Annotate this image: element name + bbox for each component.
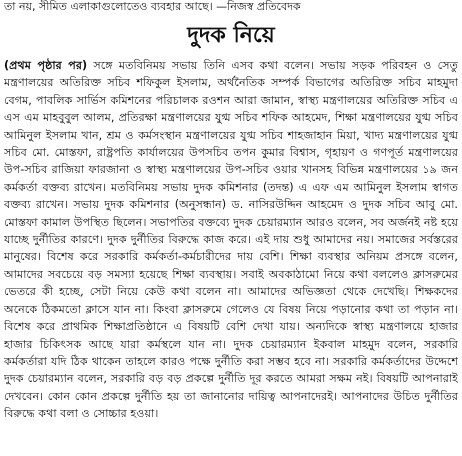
article-paragraph (4, 57, 458, 423)
article-headline: দুদক নিয়ে (187, 22, 275, 48)
article-body (4, 57, 458, 453)
previous-article-ending: তা নয়, সীমিত এলাকাগুলোতেও ব্যবহার আছে। —নিজস্ব প্রতিবেদক (4, 0, 301, 13)
continued-marker: (প্রথম পৃষ্ঠার পর) (4, 59, 88, 72)
paragraph-text: সঙ্গে মতবিনিময় সভায় তিনি এসব কথা বলেন। সভায় সড়ক পরিবহন ও সেতু মন্ত্রণালয়ের অতিরিক্ত সচিব শফিকুল ইসলাম, অর্থনৈতিক সম্পর্ক বিভাগের অতিরিক্ত সচিব মাহমুদা বেগম, পাবলিক সার্ভিস কমিশনের পরিচালক রওশন আরা জামান, স্বাস্থ্য মন্ত্রণালয়ের অতিরিক্ত সচিব এ এস এম মাহবুবুল আলম, প্রতিরক্ষা মন্ত্রণালয়ের যুগ্ম সচিব শফিক আহমেদ, শিক্ষা মন্ত্রণালয়ের যুগ্ম সচিব আমিনুল ইসলাম খান, শ্রম ও কর্মসংস্থান মন্ত্রণালয়ের যুগ্ম সচিব শাহজাহান মিয়া, খাদ্য মন্ত্রণালয়ের যুগ্ম সচিব মো. মোস্তফা, রাষ্ট্রপতি কার্যালয়ের উপসচিব তপন কুমার বিশ্বাস, গৃহায়ণ ও গণপূর্ত মন্ত্রণালয়ের উপ-সচিব রাজিয়া ফারজানা ও স্বাস্থ্য মন্ত্রণালয়ের উপ-সচিব ওয়ার খানসহ বিভিন্ন মন্ত্রণালয়ের ১৯ জন কর্মকর্তা বক্তব্য রাখেন। মতবিনিময় সভায় দুদক কমিশনার (তদন্ত) এ এফ এম আমিনুল ইসলাম স্বাগত বক্তব্য রাখেন। সভায় দুদক কমিশনার (অনুসন্ধান) ড. নাসিরউদ্দিন আহমেদ ও দুদক সচিব আবু মো. মোস্তফা কামাল উপস্থিত ছিলেন। সভাপতির বক্তব্যে দুদক চেয়ারম্যান আরও বলেন, সব অর্জনই নষ্ট হয়ে যাচ্ছে দুর্নীতির কারণে। দুদক দুর্নীতির বিরুদ্ধে কাজ করে। এই দায় শুধু আমাদের নয়। সমাজের সর্বস্তরের মানুষের। বিশেষ করে সরকারি কর্মকর্তা-কর্মচারীদের দায় বেশি। শিক্ষা ব্যবস্থার অনিয়ম প্রসঙ্গে বলেন, আমাদের সবচেয়ে বড় সমস্যা হয়েছে শিক্ষা ব্যবস্থায়। সবাই অবকাঠামো নিয়ে কথা বললেও ক্লাসরুমের ভেতরে কী হচ্ছে, সেটা নিয়ে কেউ কথা বলেন না। আমাদের অভিজ্ঞতা থেকে দেখেছি। শিক্ষকদের অনেকে ঠিকমতো ক্লাসে যান না। কিংবা ক্লাসরুমে গেলেও যে বিষয় নিয়ে পড়ানোর কথা তা পড়ান না। বিশেষ করে প্রাথমিক শিক্ষাপ্রতিষ্ঠানে এ বিষয়টি বেশি দেখা যায়। অন্যদিকে স্বাস্থ্য মন্ত্রণালয়ে হাজার হাজার চিকিৎসক আছে যারা কর্মস্থলে যান না। দুদক চেয়ারম্যান ইকবাল মাহমুদ বলেন, সরকারি কর্মকর্তারা যদি ঠিক থাকেন তাহলে কারও পক্ষে দুর্নীতি করা সম্ভব হবে না। সরকারি কর্মকর্তাদের উদ্দেশে দুদক চেয়ারম্যান বলেন, সরকারি বড় বড় প্রকল্পে দুর্নীতি দূর করতে আমরা সক্ষম নই। বিষয়টি আপনারাই দেখবেন। কোন কোন প্রকল্পে দুর্নীতি হয় তা জানানোর দায়িত্ব আপনাদেরই। আপনাদের উচিত দুর্নীতির বিরুদ্ধে কথা বলা ও সোচ্চার হওয়া। (4, 59, 458, 421)
